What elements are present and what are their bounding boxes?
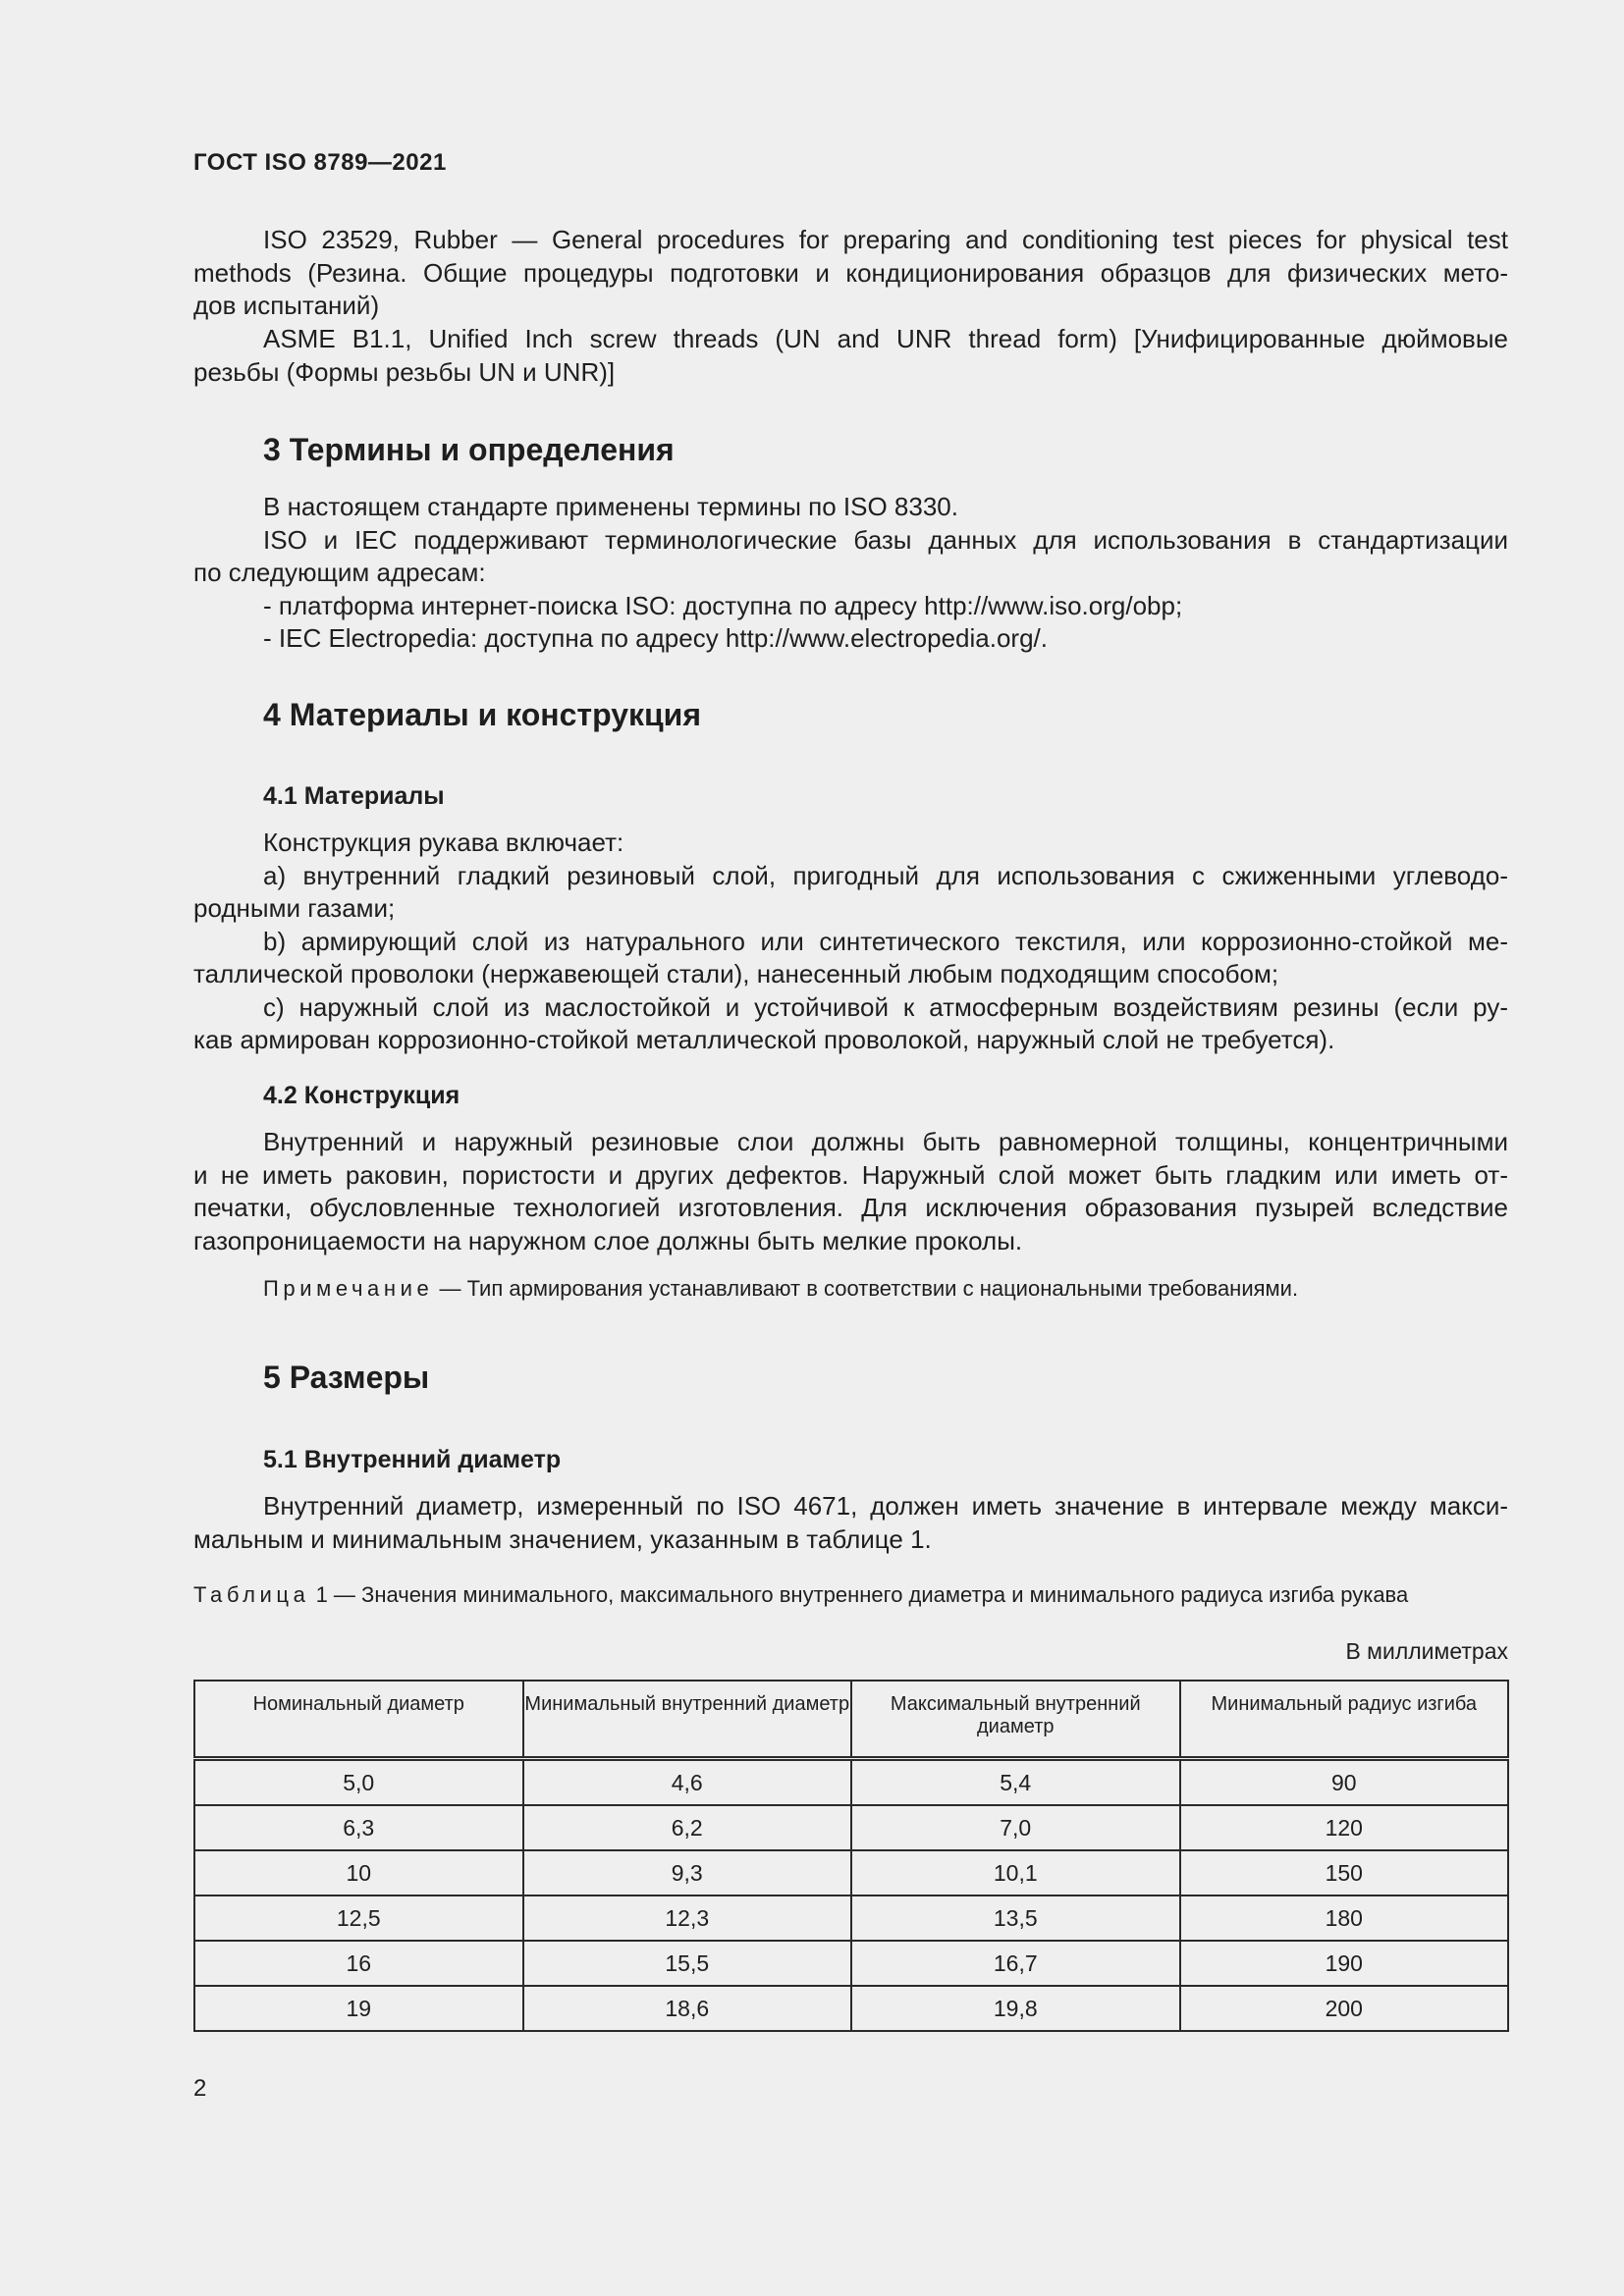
table-caption bbox=[193, 1581, 1508, 1609]
header-min-inner-diameter: Минимальный внутренний диаметр bbox=[523, 1681, 852, 1759]
cell-nominal: 10 bbox=[194, 1850, 523, 1896]
s42-line4: газопроницаемости на наружном слое должны быть мелкие проколы. bbox=[193, 1225, 1023, 1255]
table-row bbox=[194, 1941, 1508, 1986]
cell-min-inner: 18,6 bbox=[523, 1986, 852, 2031]
cell-max-inner: 19,8 bbox=[851, 1986, 1180, 2031]
s41-item-c-line1: с) наружный слой из маслостойкой и устойчивой к атмосферным воздействиям резины (если ру- bbox=[263, 991, 1508, 1022]
cell-max-inner: 10,1 bbox=[851, 1850, 1180, 1896]
cell-max-inner: 5,4 bbox=[851, 1759, 1180, 1806]
table-row bbox=[194, 1896, 1508, 1941]
cell-min-inner: 6,2 bbox=[523, 1805, 852, 1850]
table-caption-label: Таблица bbox=[193, 1582, 310, 1607]
s51-line2: мальным и минимальным значением, указанным в таблице 1. bbox=[193, 1523, 932, 1554]
s3-p2-line2: по следующим адресам: bbox=[193, 558, 486, 587]
table-row bbox=[194, 1805, 1508, 1850]
cell-bend-radius: 200 bbox=[1180, 1986, 1509, 2031]
header-min-bend-radius: Минимальный радиус изгиба bbox=[1180, 1681, 1509, 1759]
table-row bbox=[194, 1759, 1508, 1806]
cell-bend-radius: 150 bbox=[1180, 1850, 1509, 1896]
s41-item-b-line2: таллической проволоки (нержавеющей стали), нанесенный любым подходящим способом; bbox=[193, 959, 1279, 988]
s41-item-b-line1: b) армирующий слой из натурального или синтетического текстиля, или коррозионно-стойкой ме- bbox=[263, 926, 1508, 956]
s3-p2-line1: ISO и IEC поддерживают терминологические базы данных для использования в стандартизации bbox=[263, 524, 1508, 555]
section-3-title: 3 Термины и определения bbox=[263, 432, 675, 467]
s41-item-a-line2: родными газами; bbox=[193, 893, 396, 923]
cell-bend-radius: 180 bbox=[1180, 1896, 1509, 1941]
cell-bend-radius: 190 bbox=[1180, 1941, 1509, 1986]
section-5-title: 5 Размеры bbox=[263, 1360, 430, 1395]
cell-min-inner: 15,5 bbox=[523, 1941, 852, 1986]
note bbox=[263, 1276, 1298, 1302]
cell-nominal: 19 bbox=[194, 1986, 523, 2031]
s41-item-c-line2: кав армирован коррозионно-стойкой металлической проволокой, наружный слой не требуется). bbox=[193, 1025, 1335, 1054]
s42-line3: печатки, обусловленные технологией изготовления. Для исключения образования пузырей вследствие bbox=[193, 1193, 1508, 1222]
cell-max-inner: 13,5 bbox=[851, 1896, 1180, 1941]
section-5-1-body bbox=[193, 1490, 1508, 1556]
dimensions-table bbox=[193, 1680, 1509, 2032]
cell-min-inner: 9,3 bbox=[523, 1850, 852, 1896]
note-label: Примечание bbox=[263, 1276, 434, 1301]
section-4-1-title: 4.1 Материалы bbox=[263, 782, 445, 810]
s3-bullet-iso-obp: - платформа интернет-поиска ISO: доступна по адресу http://www.iso.org/obp; bbox=[263, 590, 1183, 620]
s3-bullet-electropedia: - IEC Electropedia: доступна по адресу http://www.electropedia.org/. bbox=[263, 623, 1048, 653]
header-nominal-diameter: Номинальный диаметр bbox=[194, 1681, 523, 1759]
ref1-line1: ISO 23529, Rubber — General procedures for preparing and conditioning test pieces for physical test bbox=[263, 225, 1508, 254]
section-4-2-body bbox=[193, 1126, 1508, 1257]
reference-asme-b1-1 bbox=[193, 323, 1508, 389]
cell-nominal: 12,5 bbox=[194, 1896, 523, 1941]
cell-nominal: 5,0 bbox=[194, 1759, 523, 1806]
cell-bend-radius: 120 bbox=[1180, 1805, 1509, 1850]
ref1-line3: дов испытаний) bbox=[193, 291, 380, 320]
section-4-2-title: 4.2 Конструкция bbox=[263, 1082, 460, 1109]
table-header-row bbox=[194, 1681, 1508, 1759]
page-number: 2 bbox=[193, 2075, 207, 2102]
document-header: ГОСТ ISO 8789—2021 bbox=[193, 149, 447, 176]
ref1-line2: methods (Резина. Общие процедуры подготовки и кондиционирования образцов для физических мето- bbox=[193, 257, 1508, 288]
cell-nominal: 16 bbox=[194, 1941, 523, 1986]
cell-max-inner: 16,7 bbox=[851, 1941, 1180, 1986]
table-units: В миллиметрах bbox=[1345, 1638, 1508, 1664]
table-row bbox=[194, 1986, 1508, 2031]
s42-line1: Внутренний и наружный резиновые слои должны быть равномерной толщины, концентричными bbox=[263, 1127, 1508, 1156]
cell-bend-radius: 90 bbox=[1180, 1759, 1509, 1806]
s42-line2: и не иметь раковин, пористости и других дефектов. Наружный слой может быть гладким или иметь от- bbox=[193, 1159, 1508, 1190]
table-caption-text: 1 — Значения минимального, максимального внутреннего диаметра и минимального радиуса изгиба рукава bbox=[309, 1582, 1409, 1607]
section-3-body bbox=[193, 491, 1508, 656]
note-text: — Тип армирования устанавливают в соответствии с национальными требованиями. bbox=[433, 1276, 1299, 1301]
ref2-line1: ASME B1.1, Unified Inch screw threads (UN and UNR thread form) [Унифицированные дюймовые bbox=[263, 324, 1508, 353]
s3-p1: В настоящем стандарте применены термины по ISO 8330. bbox=[263, 492, 958, 521]
section-4-title: 4 Материалы и конструкция bbox=[263, 697, 702, 732]
cell-min-inner: 4,6 bbox=[523, 1759, 852, 1806]
cell-max-inner: 7,0 bbox=[851, 1805, 1180, 1850]
reference-iso-23529 bbox=[193, 224, 1508, 323]
cell-nominal: 6,3 bbox=[194, 1805, 523, 1850]
s41-intro: Конструкция рукава включает: bbox=[263, 828, 624, 857]
section-5-1-title: 5.1 Внутренний диаметр bbox=[263, 1446, 562, 1473]
s51-line1: Внутренний диаметр, измеренный по ISO 4671, должен иметь значение в интервале между макси- bbox=[263, 1491, 1508, 1521]
s41-item-a-line1: а) внутренний гладкий резиновый слой, пригодный для использования с сжиженными углеводо- bbox=[263, 860, 1508, 890]
section-4-1-body bbox=[193, 827, 1508, 1057]
table-row bbox=[194, 1850, 1508, 1896]
header-max-inner-diameter: Максимальный внутренний диаметр bbox=[851, 1681, 1180, 1759]
ref2-line2: резьбы (Формы резьбы UN и UNR)] bbox=[193, 356, 616, 387]
cell-min-inner: 12,3 bbox=[523, 1896, 852, 1941]
document-page bbox=[193, 0, 1508, 2296]
